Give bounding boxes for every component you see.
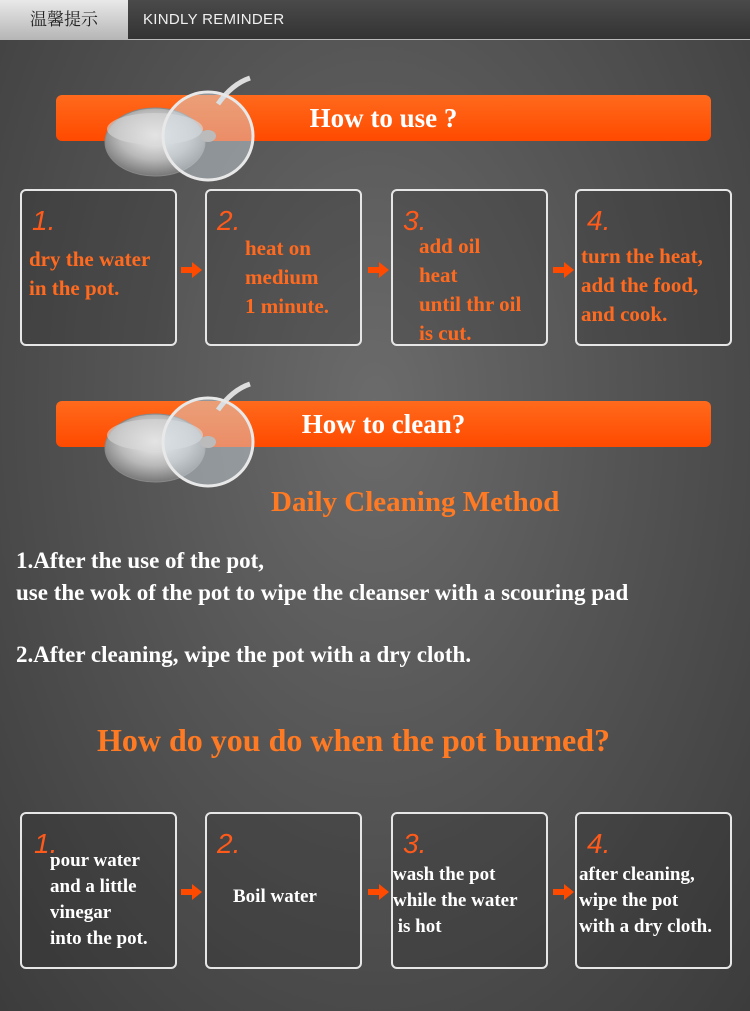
burned-step-1-text: pour water and a little vinegar into the pot. (50, 850, 148, 949)
burned-step-3-text: wash the pot while the water is hot (393, 864, 518, 937)
cleaning-line-1: 1.After the use of the pot, (16, 548, 265, 573)
use-step-1-number: 1. (32, 205, 56, 236)
use-step-2-text: heat on medium 1 minute. (245, 236, 329, 318)
use-step-4-number: 4. (587, 205, 611, 236)
wok-pan-icon (100, 380, 260, 490)
how-to-clean-title: How to clean? (301, 409, 466, 439)
right-arrow-icon (368, 884, 390, 900)
wok-pan-icon (100, 74, 260, 184)
pot-burned-heading: How do you do when the pot burned? (97, 722, 610, 758)
use-step-3-text: add oil heat until thr oil is cut. (419, 234, 522, 345)
cleaning-line-3: 2.After cleaning, wipe the pot with a dry cloth. (16, 642, 472, 667)
daily-cleaning-heading: Daily Cleaning Method (271, 486, 560, 518)
use-step-2-number: 2. (217, 205, 241, 236)
how-to-use-title: How to use ? (309, 103, 458, 133)
burned-step-4-text: after cleaning, wipe the pot with a dry cloth. (579, 864, 712, 937)
right-arrow-icon (181, 262, 203, 278)
use-step-1-text: dry the water in the pot. (29, 247, 151, 300)
header-en-title: KINDLY REMINDER (143, 11, 285, 28)
burned-step-1-number: 1. (34, 828, 58, 859)
right-arrow-icon (553, 262, 575, 278)
burned-step-4-number: 4. (587, 828, 611, 859)
right-arrow-icon (553, 884, 575, 900)
burned-step-2-text: Boil water (233, 886, 317, 907)
right-arrow-icon (368, 262, 390, 278)
burned-step-3-number: 3. (403, 828, 427, 859)
use-step-4-text: turn the heat, add the food, and cook. (581, 244, 703, 326)
burned-step-2-number: 2. (217, 828, 241, 859)
cleaning-line-2: use the wok of the pot to wipe the cleanser with a scouring pad (16, 580, 629, 605)
right-arrow-icon (181, 884, 203, 900)
top-bar (0, 0, 750, 40)
header-zh-title: 温馨提示 (0, 0, 128, 40)
use-step-3-number: 3. (403, 205, 427, 236)
